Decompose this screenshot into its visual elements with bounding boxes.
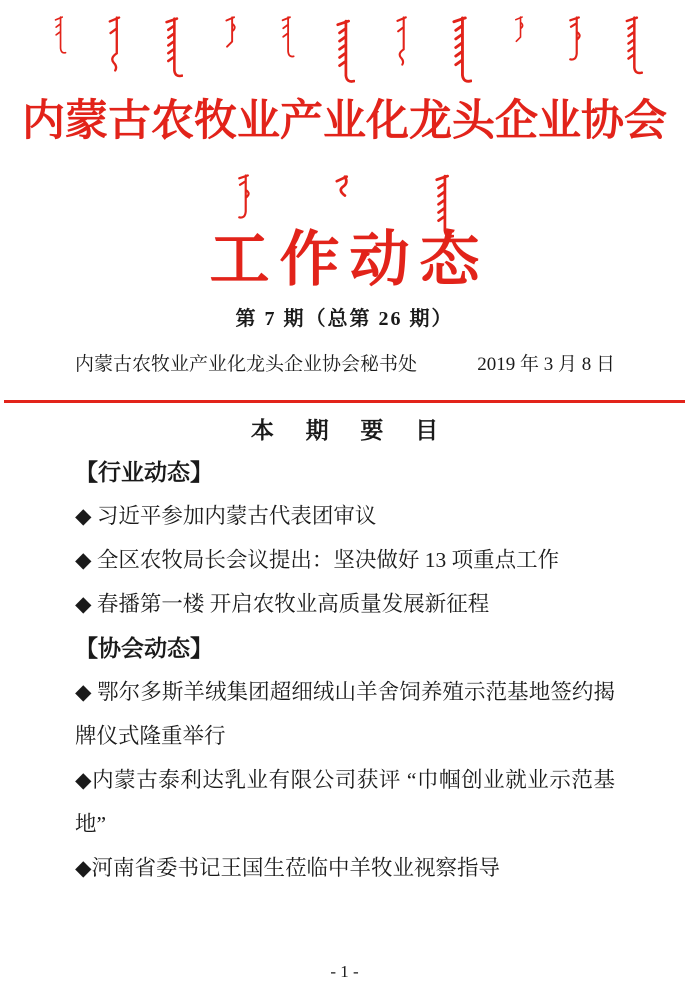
- mongolian-word-icon: [624, 16, 643, 76]
- newsletter-title: 工作动态: [209, 226, 490, 293]
- red-divider-rule: [4, 400, 685, 403]
- mongolian-word-icon: [52, 16, 68, 56]
- mongolian-script-row-top: [0, 0, 689, 90]
- mongolian-word-icon: [335, 16, 355, 88]
- section-header-association: 【协会动态】: [75, 634, 213, 661]
- toc-item: ◆ 全区农牧局长会议提出：坚决做好 13 项重点工作: [75, 547, 560, 572]
- toc-item: ◆河南省委书记王国生莅临中羊牧业视察指导: [75, 855, 501, 880]
- mongolian-word-icon: [107, 16, 125, 72]
- mongolian-word-icon: [223, 16, 240, 62]
- mongolian-word-icon: [451, 16, 472, 101]
- mongolian-word-icon: [334, 174, 354, 201]
- publisher-name: 内蒙古农牧业产业化龙头企业协会秘书处: [75, 353, 418, 375]
- mongolian-word-icon: [236, 174, 254, 226]
- mongolian-word-icon: [512, 16, 528, 54]
- toc-item: ◆ 春播第一楼 开启农牧业高质量发展新征程: [75, 591, 490, 616]
- organization-title: 内蒙古农牧业产业化龙头企业协会: [22, 98, 667, 145]
- mongolian-word-icon: [164, 16, 183, 80]
- issue-number: 第 7 期（总第 26 期）: [235, 307, 454, 330]
- publisher-row: [0, 349, 689, 376]
- mongolian-word-icon: [567, 16, 585, 68]
- publish-date: 2019 年 3 月 8 日: [477, 353, 615, 375]
- contents-heading: 本 期 要 目: [250, 417, 452, 443]
- mongolian-word-icon: [394, 16, 412, 66]
- toc-item: ◆ 鄂尔多斯羊绒集团超细绒山羊舍饲养殖示范基地签约揭牌仪式隆重举行: [75, 679, 615, 748]
- toc-item: ◆ 习近平参加内蒙古代表团审议: [75, 503, 377, 528]
- toc-item: ◆内蒙古泰利达乳业有限公司获评 “巾帼创业就业示范基地”: [75, 767, 615, 836]
- page-number: - 1 -: [330, 962, 359, 981]
- section-header-industry: 【行业动态】: [75, 458, 213, 485]
- table-of-contents: [0, 450, 689, 890]
- mongolian-word-icon: [279, 16, 296, 60]
